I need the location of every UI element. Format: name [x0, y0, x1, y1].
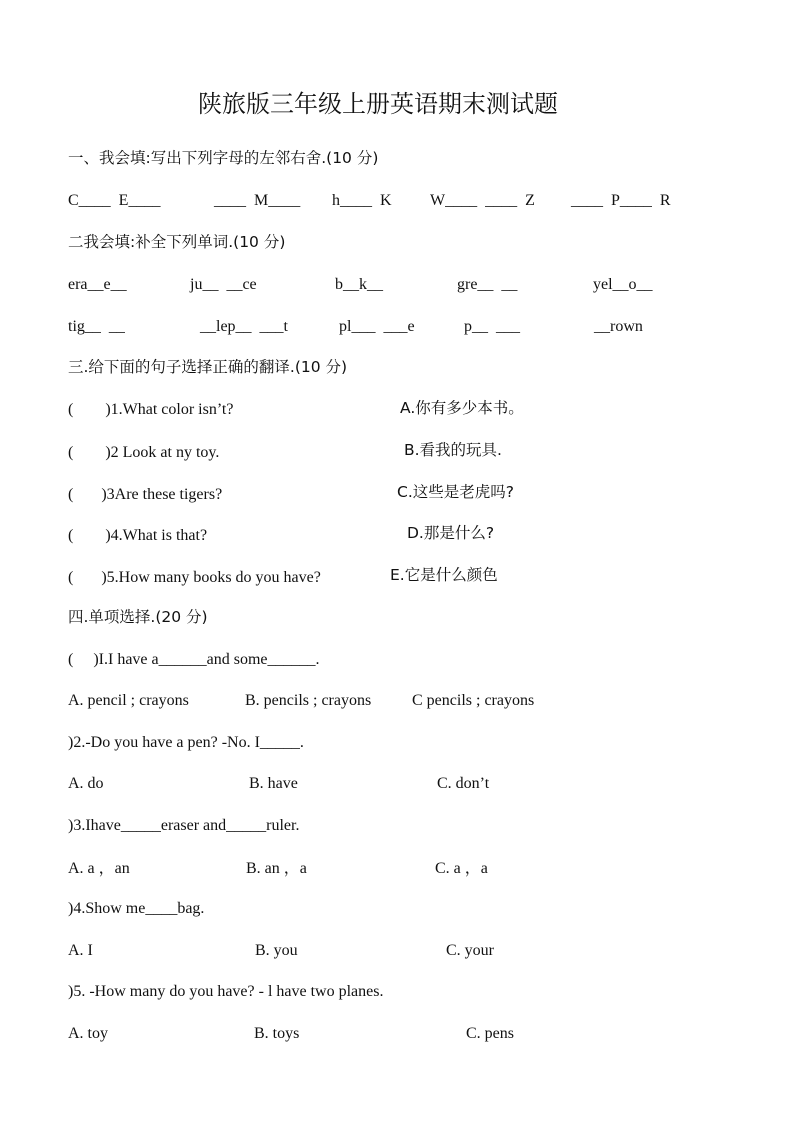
letter-item: ____ M____: [214, 192, 301, 209]
section2-heading: 二我会填:补全下列单词.(10 分): [68, 233, 286, 251]
choice-option: C. a ，a: [435, 860, 488, 877]
choice-option: A. a ，an: [68, 860, 130, 877]
translation-answer: D.那是什么?: [407, 524, 495, 542]
choice-option: B. have: [249, 775, 298, 792]
translation-question: ( )5.How many books do you have?: [68, 569, 321, 586]
choice-option: B. you: [255, 942, 298, 959]
word-item: era__e__: [68, 276, 127, 293]
letter-item: ____ P____ R: [571, 192, 671, 209]
translation-answer: C.这些是老虎吗?: [397, 483, 514, 501]
choice-option: A. do: [68, 775, 104, 792]
choice-option: C. your: [446, 942, 494, 959]
page-title: 陕旅版三年级上册英语期末测试题: [198, 90, 558, 118]
section1-heading: 一、我会填:写出下列字母的左邻右舍.(10 分): [68, 149, 379, 167]
choice-option: B. pencils ; crayons: [245, 692, 372, 709]
word-item: __lep__ ___t: [200, 318, 288, 335]
word-item: gre__ __: [457, 276, 518, 293]
letter-item: C____ E____: [68, 192, 161, 209]
choice-option: C pencils ; crayons: [412, 692, 535, 709]
choice-option: A. toy: [68, 1025, 108, 1042]
choice-question-4: )4.Show me____bag.: [68, 900, 205, 917]
choice-question-2: )2.-Do you have a pen? -No. I_____.: [68, 734, 304, 751]
choice-option: C. pens: [466, 1025, 514, 1042]
word-item: yel__o__: [593, 276, 653, 293]
choice-option: C. don’t: [437, 775, 490, 792]
word-item: tig__ __: [68, 318, 125, 335]
translation-answer: E.它是什么颜色: [390, 566, 498, 584]
choice-option: A. I: [68, 942, 93, 959]
letter-item: h____ K: [332, 192, 392, 209]
choice-question-5: )5. -How many do you have? - l have two planes.: [68, 983, 384, 1000]
word-item: pl___ ___e: [339, 318, 415, 335]
choice-option: A. pencil ; crayons: [68, 692, 189, 709]
word-item: p__ ___: [464, 318, 520, 335]
translation-question: ( )1.What color isn’t?: [68, 401, 234, 418]
translation-question: ( )3Are these tigers?: [68, 486, 223, 503]
choice-question-1: ( )I.I have a______and some______.: [68, 651, 320, 668]
choice-option: B. toys: [254, 1025, 300, 1042]
section4-heading: 四.单项选择.(20 分): [68, 608, 208, 626]
translation-answer: B.看我的玩具.: [404, 441, 502, 459]
choice-question-3: )3.Ihave_____eraser and_____ruler.: [68, 817, 300, 834]
section3-heading: 三.给下面的句子选择正确的翻译.(10 分): [68, 358, 348, 376]
word-item: __rown: [594, 318, 643, 335]
translation-question: ( )4.What is that?: [68, 527, 208, 544]
letter-item: W____ ____ Z: [430, 192, 535, 209]
word-item: b__k__: [335, 276, 383, 293]
translation-answer: A.你有多少本书。: [400, 399, 524, 417]
choice-option: B. an ，a: [246, 860, 307, 877]
translation-question: ( )2 Look at ny toy.: [68, 444, 220, 461]
word-item: ju__ __ce: [190, 276, 257, 293]
